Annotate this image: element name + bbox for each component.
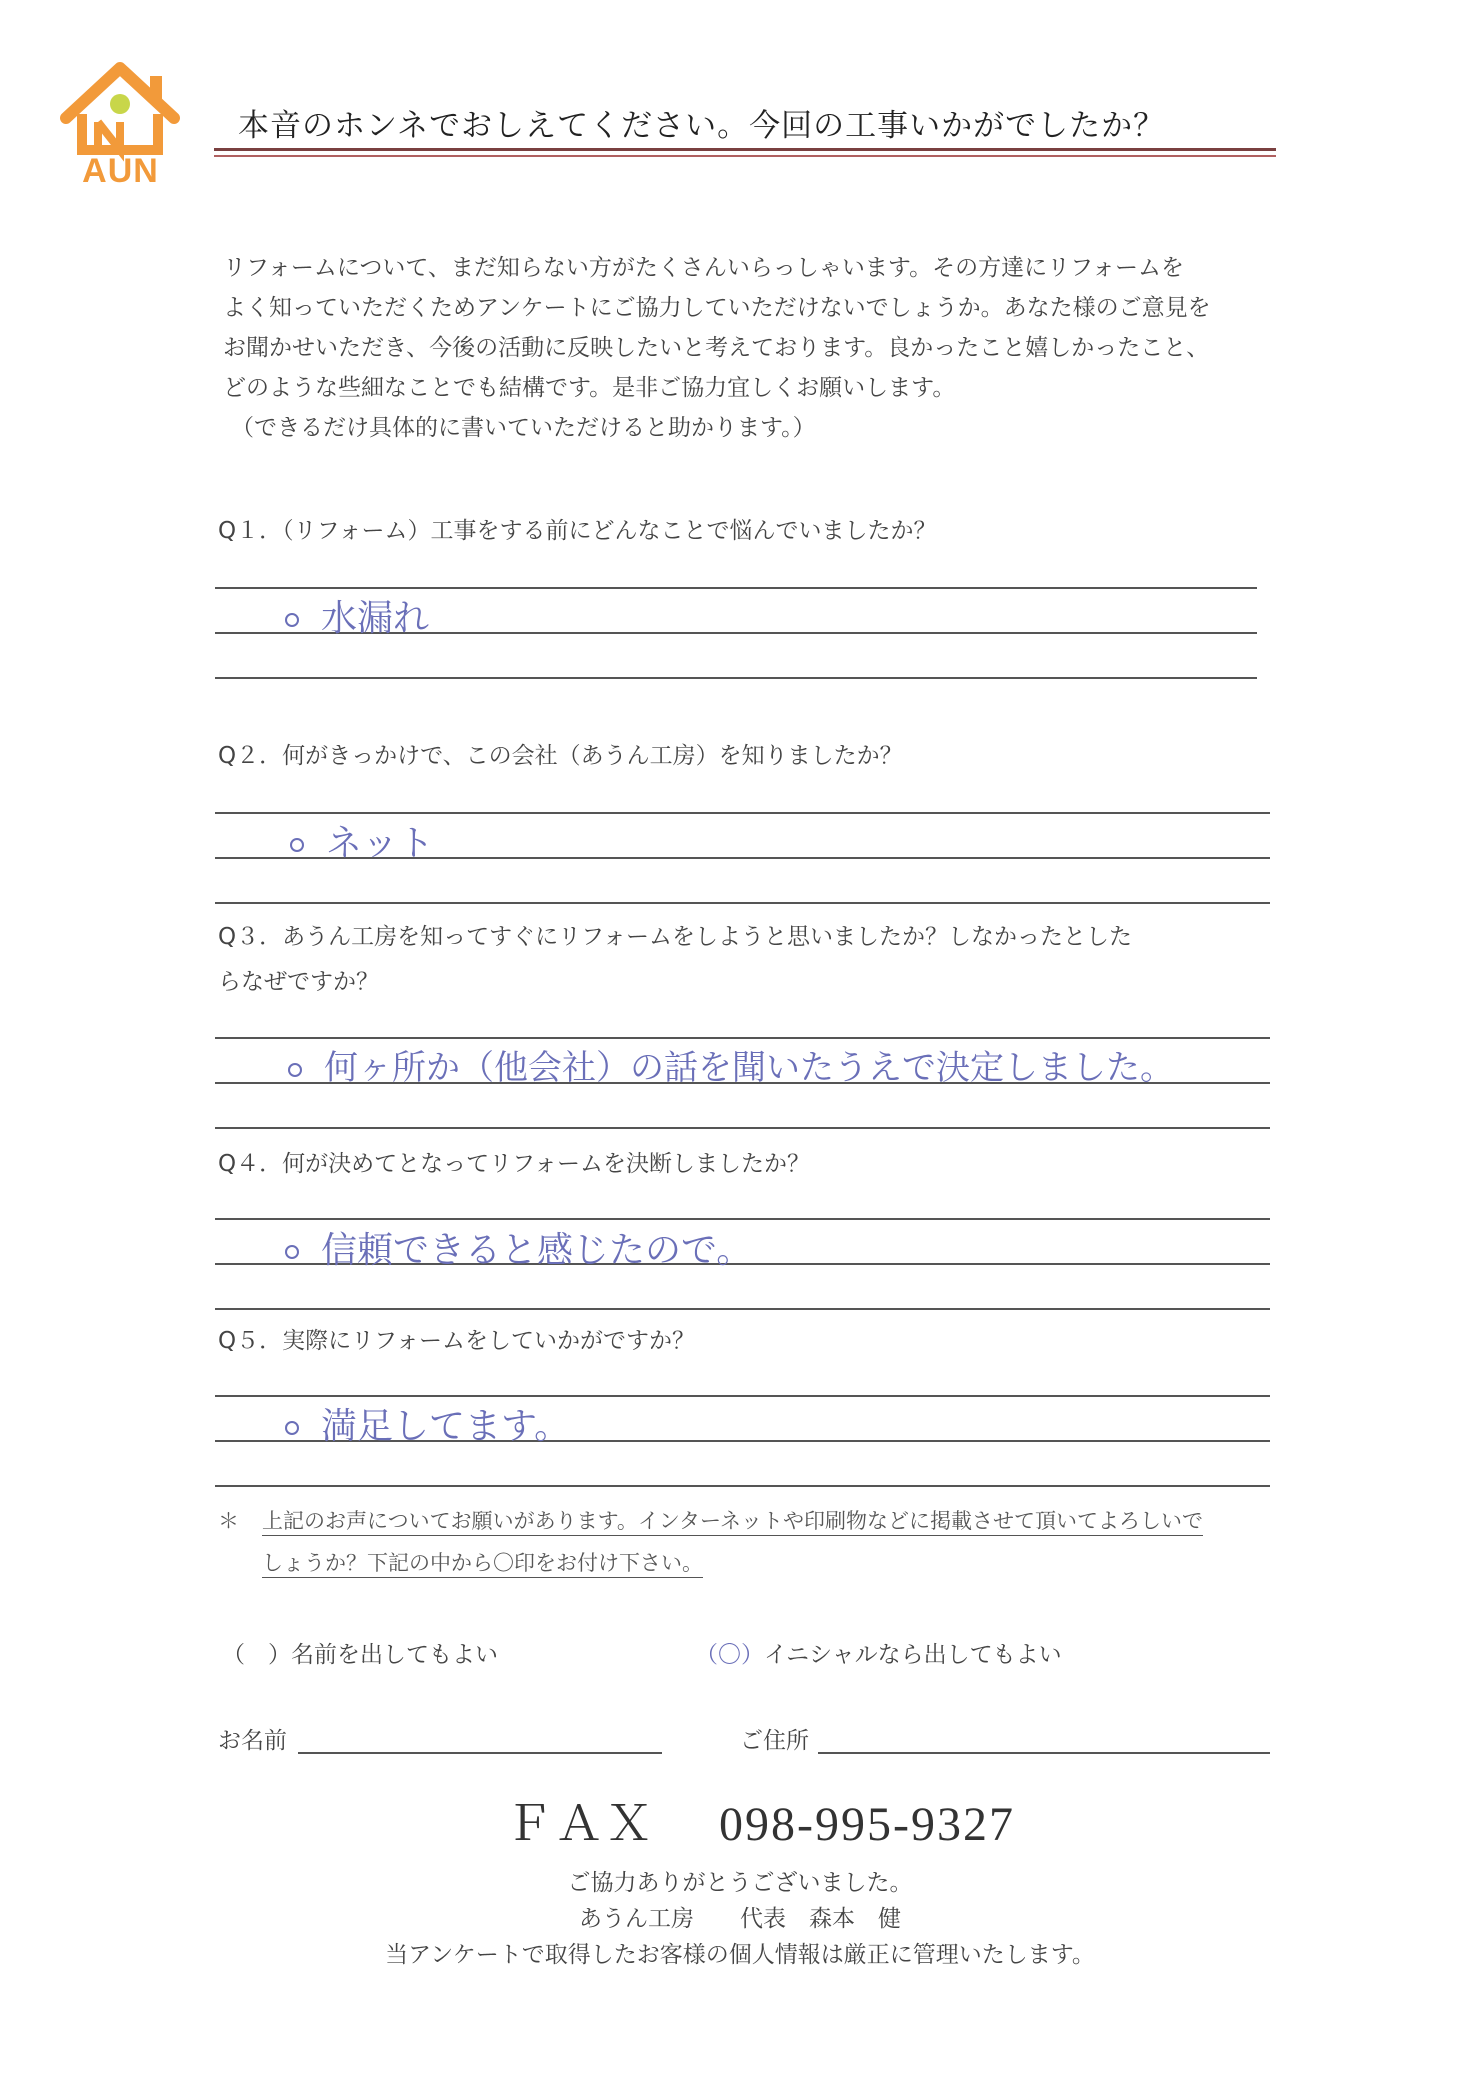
option-label: イニシャルなら出してもよい xyxy=(764,1642,1062,1668)
answer-text: 何ヶ所か（他会社）の話を聞いたうえで決定しました。 xyxy=(324,1048,1174,1088)
question-1-answer[interactable] xyxy=(285,590,429,641)
note-asterisk: ＊ xyxy=(218,1509,239,1533)
privacy-notice: 当アンケートで取得したお客様の個人情報は厳正に管理いたします。 xyxy=(385,1942,1095,1968)
question-1-label: Q１．（リフォーム）工事をする前にどんなことで悩んでいましたか？ xyxy=(218,518,937,544)
option-checkbox-checked[interactable]: （〇） xyxy=(695,1642,764,1668)
question-4-answer[interactable] xyxy=(285,1222,752,1273)
title-rule xyxy=(214,148,1276,151)
thanks-text: ご協力ありがとうございました。 xyxy=(567,1870,913,1896)
answer-line xyxy=(215,1218,1270,1220)
question-4-label: Q４．何が決めてとなってリフォームを決断しましたか？ xyxy=(218,1151,810,1177)
answer-line xyxy=(215,1037,1270,1039)
option-label: 名前を出してもよい xyxy=(291,1642,498,1668)
bullet-icon xyxy=(290,838,304,852)
name-field[interactable] xyxy=(298,1752,662,1754)
page-title: 本音のホンネでおしえてください。今回の工事いかがでしたか？ xyxy=(238,108,1166,144)
intro-line: どのような些細なことでも結構です。是非ご協力宜しくお願いします。 xyxy=(223,375,956,401)
answer-line xyxy=(215,902,1270,904)
note-line-2 xyxy=(262,1547,703,1577)
logo-text: AUN xyxy=(82,152,159,190)
intro-line: （できるだけ具体的に書いていただけると助かります。） xyxy=(231,415,816,441)
question-3-answer[interactable] xyxy=(288,1040,1174,1089)
answer-line xyxy=(215,1485,1270,1487)
answer-line xyxy=(215,677,1257,679)
bullet-icon xyxy=(285,613,299,627)
question-2-label: Q２．何がきっかけで、この会社（あうん工房）を知りましたか？ xyxy=(218,743,903,769)
answer-line xyxy=(215,587,1257,589)
bullet-icon xyxy=(285,1421,299,1435)
bullet-icon xyxy=(285,1245,299,1259)
option-name-ok[interactable] xyxy=(222,1636,498,1669)
answer-line xyxy=(215,1395,1270,1397)
question-5-label: Q５．実際にリフォームをしていかがですか？ xyxy=(218,1328,695,1354)
address-label: ご住所 xyxy=(740,1728,809,1754)
company-representative: あうん工房 代表 森本 健 xyxy=(579,1906,901,1932)
answer-line xyxy=(215,1127,1270,1129)
answer-text: 満足してます。 xyxy=(321,1406,571,1447)
title-rule-secondary xyxy=(214,155,1276,157)
note-text: しょうか？下記の中から〇印をお付け下さい。 xyxy=(262,1551,703,1578)
answer-line xyxy=(215,1308,1270,1310)
name-label: お名前 xyxy=(218,1728,287,1754)
address-field[interactable] xyxy=(818,1752,1270,1754)
fax-label: ＦＡＸ xyxy=(505,1798,656,1851)
option-initials-ok[interactable] xyxy=(695,1636,1062,1669)
intro-paragraph xyxy=(223,248,1211,448)
intro-line: よく知っていただくためアンケートにご協力していただけないでしょうか。あなた様のご意見を xyxy=(223,295,1211,321)
question-2-answer[interactable] xyxy=(290,815,434,866)
answer-text: 水漏れ xyxy=(321,598,430,639)
answer-text: 信頼できると感じたので。 xyxy=(321,1230,753,1271)
fax-block xyxy=(505,1785,1015,1854)
intro-line: リフォームについて、まだ知らない方がたくさんいらっしゃいます。その方達にリフォームを xyxy=(223,255,1184,281)
note-text: 上記のお声についてお願いがあります。インターネットや印刷物などに掲載させて頂いてよろしいで xyxy=(262,1509,1203,1536)
option-checkbox[interactable]: （ ） xyxy=(222,1642,291,1668)
answer-text: ネット xyxy=(326,823,435,864)
bullet-icon xyxy=(288,1063,302,1077)
question-3-label: Q３．あうん工房を知ってすぐにリフォームをしようと思いましたか？しなかったとした xyxy=(218,924,1132,950)
question-5-answer[interactable] xyxy=(285,1398,570,1449)
question-3-label-cont: らなぜですか？ xyxy=(218,969,379,995)
fax-number: 098-995-9327 xyxy=(719,1798,1015,1851)
intro-line: お聞かせいただき、今後の活動に反映したいと考えております。良かったこと嬉しかったこと、 xyxy=(223,335,1210,361)
answer-line xyxy=(215,812,1270,814)
note-line-1 xyxy=(262,1505,1203,1535)
